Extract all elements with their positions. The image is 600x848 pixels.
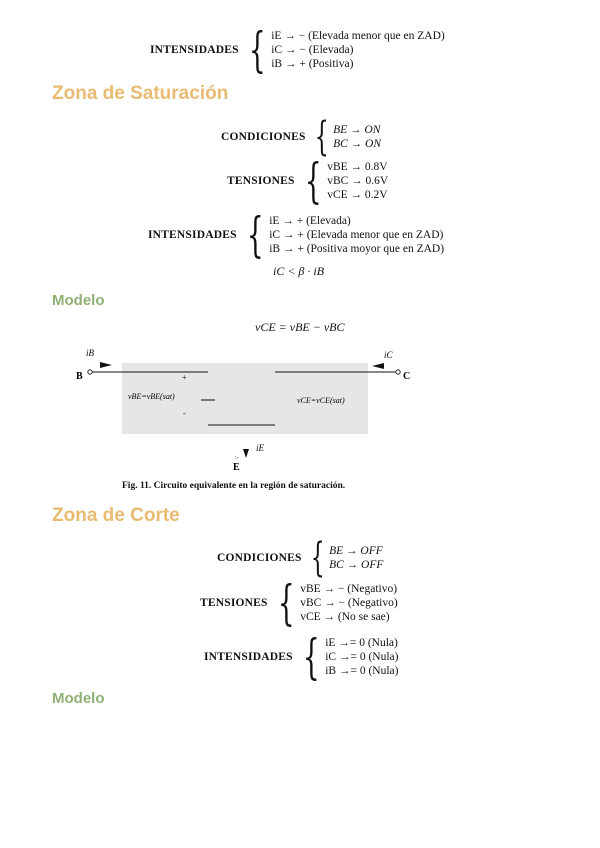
brace-icon: { [302, 629, 320, 685]
corte-condicion-line: BE → OFF [329, 545, 383, 557]
saturacion-tensiones-block [227, 153, 389, 209]
corte-tensiones-block [200, 575, 398, 631]
saturacion-intensidad-line: iB → + (Positiva moyor que en ZAD) [269, 243, 445, 255]
corte-intensidad-line: iE →= 0 (Nula) [325, 637, 398, 649]
saturacion-condicion-line: BE → ON [333, 124, 381, 136]
top-intensidades-line: iB → + (Positiva) [271, 58, 354, 70]
saturacion-tensiones-label: TENSIONES [227, 175, 295, 187]
modelo-corte-heading: Modelo [52, 690, 105, 707]
top-intensidades-label: INTENSIDADES [150, 44, 239, 56]
saturacion-condiciones-label: CONDICIONES [221, 131, 306, 143]
brace-icon: { [304, 153, 322, 209]
corte-intensidades-label: INTENSIDADES [204, 651, 293, 663]
ie-label: iE [256, 443, 264, 453]
ib-arrow-icon [100, 362, 112, 368]
corte-condicion-line: BC → OFF [329, 559, 384, 571]
corte-heading: Zona de Corte [52, 505, 180, 526]
saturacion-intensidades-block [148, 207, 445, 263]
corte-tensiones-label: TENSIONES [200, 597, 268, 609]
figure-caption: Fig. 11. Circuito equivalente en la región de saturación. [122, 481, 346, 491]
saturacion-condicion-line: BC → ON [333, 138, 382, 150]
modelo-saturacion-heading: Modelo [52, 292, 105, 309]
ic-arrow-icon [372, 363, 384, 369]
brace-icon: { [246, 207, 264, 263]
corte-tension-line: vBC → − (Negativo) [300, 597, 398, 609]
top-intensidades-line: iE → − (Elevada menor que en ZAD) [271, 30, 445, 42]
brace-icon: { [277, 575, 295, 631]
emitter-label: E [233, 462, 240, 473]
saturacion-tension-line: vBE → 0.8V [327, 161, 388, 173]
base-terminal [88, 370, 92, 374]
saturacion-tension-line: vBC → 0.6V [327, 175, 389, 187]
corte-tension-line: vCE → (No se sae) [300, 611, 390, 623]
saturacion-tension-line: vCE → 0.2V [327, 189, 388, 201]
vbe-label: vBE=vBE(sat) [128, 392, 175, 401]
brace-icon: { [248, 22, 266, 78]
brace-icon: { [314, 114, 329, 160]
collector-label: C [403, 371, 411, 382]
ib-label: iB [86, 348, 94, 358]
modelo-equation: vCE = vBE − vBC [255, 320, 345, 334]
top-intensidades-line: iC → − (Elevada) [271, 44, 354, 56]
top-intensidades-block [150, 22, 445, 78]
corte-condiciones-label: CONDICIONES [217, 552, 302, 564]
corte-intensidades-block [204, 629, 399, 685]
saturacion-intensidades-label: INTENSIDADES [148, 229, 237, 241]
vbe-minus-sign: - [183, 409, 186, 418]
base-label: B [76, 371, 83, 382]
corte-tension-line: vBE → − (Negativo) [300, 583, 398, 595]
ic-label: iC [384, 350, 393, 360]
saturacion-intensidad-line: iE → + (Elevada) [269, 215, 351, 227]
saturacion-relation: iC < β · iB [273, 264, 325, 278]
brace-icon: { [310, 535, 325, 581]
saturation-circuit-diagram [0, 340, 600, 490]
saturacion-heading: Zona de Saturación [52, 83, 229, 104]
ie-arrow-icon [243, 449, 249, 458]
saturacion-condiciones-block [221, 114, 382, 160]
vce-label: vCE=vCE(sat) [297, 396, 345, 405]
corte-intensidad-line: iB →= 0 (Nula) [325, 665, 399, 677]
collector-terminal [396, 370, 400, 374]
corte-intensidad-line: iC →= 0 (Nula) [325, 651, 399, 663]
emitter-mark: :- [235, 455, 239, 461]
vbe-plus-sign: + [182, 373, 187, 382]
saturacion-intensidad-line: iC → + (Elevada menor que en ZAD) [269, 229, 444, 241]
corte-condiciones-block [217, 535, 384, 581]
